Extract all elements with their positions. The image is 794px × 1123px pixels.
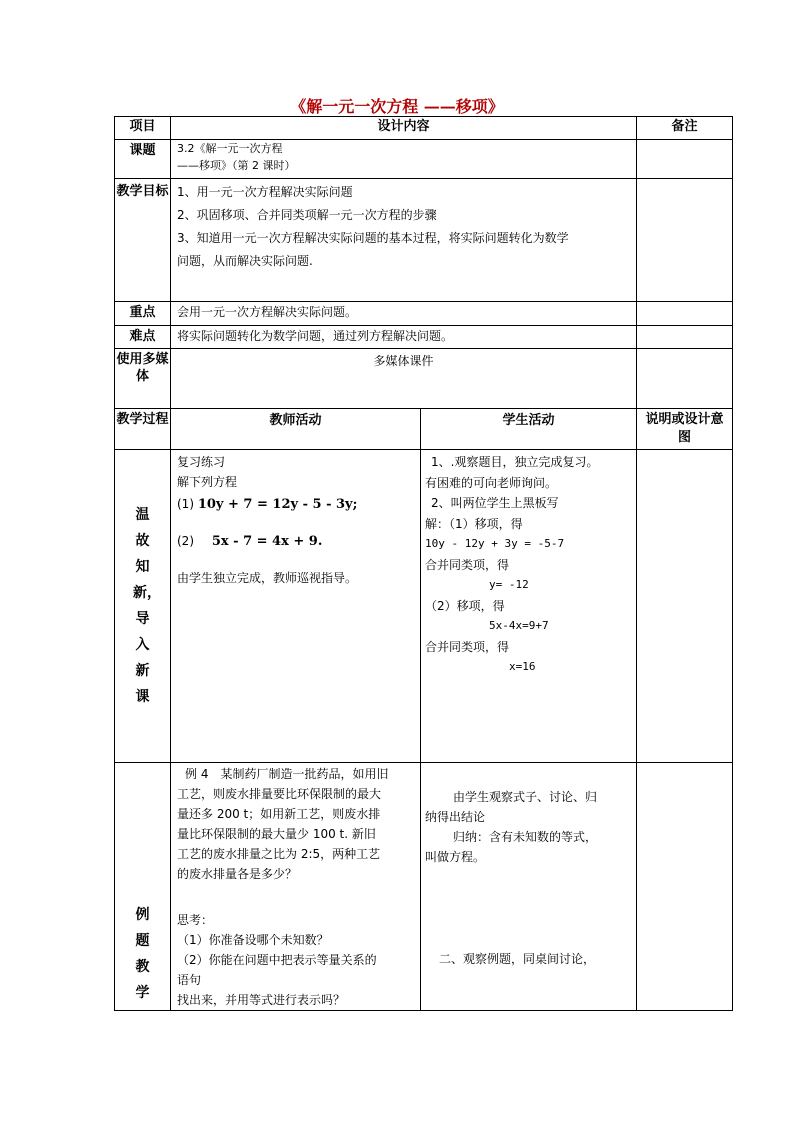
review-student-line-10: 合并同类项，得	[425, 639, 510, 654]
objective-2: 2、巩固移项、合并同类项解一元一次方程的步骤	[177, 208, 437, 222]
objective-1: 1、用一元一次方程解决实际问题	[177, 185, 353, 199]
equation-1	[177, 494, 416, 515]
example-student-line-5: 二、观察例题，同桌间讨论，	[439, 952, 596, 966]
review-student-line-6: 合并同类项，得	[425, 557, 510, 572]
equation-1-expression: 10y + 7 = 12y - 5 - 3y;	[197, 497, 358, 512]
remark-header: 说明或设计意图	[637, 409, 733, 450]
example-student-line-4: 叫做方程。	[425, 850, 486, 864]
review-student-line-11: x=16	[509, 660, 536, 673]
topic-content	[171, 140, 637, 179]
topic-remark	[637, 140, 733, 179]
equation-2-number: (2)	[177, 534, 194, 548]
header-item: 项目	[115, 117, 171, 140]
equation-2	[177, 531, 416, 552]
example-teacher-line-6: 的废水排量各是多少？	[177, 867, 298, 881]
example-teacher-line-7: 思考：	[177, 913, 214, 927]
example-teacher-line-3: 量还多 200 t；如用新工艺，则废水排	[177, 807, 381, 821]
review-label: 温故知新，导入新课	[115, 450, 171, 763]
review-student-line-1: 1、.观察题目，独立完成复习。	[431, 455, 599, 469]
key-point-row	[115, 302, 733, 326]
review-teacher	[171, 450, 421, 763]
objectives-remark	[637, 179, 733, 302]
difficulty-text: 将实际问题转化为数学问题，通过列方程解决问题。	[171, 326, 637, 349]
key-point-label: 重点	[115, 302, 171, 326]
review-row	[115, 450, 733, 763]
example-student-line-1: 由学生观察式子、讨论、归	[453, 790, 598, 804]
example-teacher-line-2: 工艺，则废水排量要比环保限制的最大	[177, 787, 382, 801]
review-student	[421, 450, 637, 763]
teacher-activity-header: 教师活动	[171, 409, 421, 450]
example-label: 例题教学	[115, 763, 171, 1011]
media-text: 多媒体课件	[171, 349, 637, 409]
header-row	[115, 117, 733, 140]
example-remark	[637, 763, 733, 1011]
review-remark	[637, 450, 733, 763]
example-teacher-line-5: 工艺的废水排量之比为 2:5，两种工艺	[177, 847, 381, 861]
media-remark	[637, 349, 733, 409]
key-point-remark	[637, 302, 733, 326]
difficulty-remark	[637, 326, 733, 349]
example-student-line-2: 纳得出结论	[425, 810, 486, 824]
equation-2-expression: 5x - 7 = 4x + 9.	[211, 534, 323, 549]
equation-1-number: (1)	[177, 497, 194, 511]
example-teacher-line-10: 语句	[177, 973, 202, 987]
review-teacher-line-3: 由学生独立完成，教师巡视指导。	[177, 571, 358, 585]
example-teacher-line-9: （2）你能在问题中把表示等量关系的	[177, 953, 377, 967]
header-remark: 备注	[637, 117, 733, 140]
review-teacher-line-2: 解下列方程	[177, 475, 238, 489]
example-teacher-line-4: 量比环保限制的最大量少 100 t. 新旧	[177, 827, 376, 841]
key-point-text: 会用一元一次方程解决实际问题。	[171, 302, 637, 326]
lesson-plan-table	[114, 116, 733, 1011]
topic-row	[115, 140, 733, 179]
topic-line-2: ——移项》（第 2 课时）	[177, 159, 296, 172]
example-student	[421, 763, 637, 1011]
review-student-line-8: （2）移项，得	[425, 598, 505, 613]
process-label: 教学过程	[115, 409, 171, 450]
review-student-line-9: 5x-4x=9+7	[489, 619, 549, 632]
header-content: 设计内容	[171, 117, 637, 140]
media-label: 使用多媒体	[115, 349, 171, 409]
review-student-line-3: 2、叫两位学生上黑板写	[431, 496, 559, 510]
review-student-line-7: y= -12	[489, 578, 529, 591]
document-title: 《解一元一次方程 ——移项》	[290, 97, 504, 116]
objective-3: 3、知道用一元一次方程解决实际问题的基本过程，将实际问题转化为数学	[177, 231, 569, 245]
objectives-content	[171, 179, 637, 302]
difficulty-row	[115, 326, 733, 349]
topic-label: 课题	[115, 140, 171, 179]
example-row	[115, 763, 733, 1011]
process-header-row	[115, 409, 733, 450]
review-student-line-5: 10y - 12y + 3y = -5-7	[425, 537, 565, 550]
objectives-label: 教学目标	[115, 179, 171, 302]
example-teacher-line-11: 找出来，并用等式进行表示吗？	[177, 993, 346, 1007]
example-teacher	[171, 763, 421, 1011]
review-teacher-line-1: 复习练习	[177, 455, 226, 469]
topic-line-1: 3.2《解一元一次方程	[177, 142, 283, 155]
student-activity-header: 学生活动	[421, 409, 637, 450]
objective-4: 问题，从而解决实际问题.	[177, 254, 313, 268]
objectives-row	[115, 179, 733, 302]
example-teacher-line-1: 例 4 某制药厂制造一批药品，如用旧	[185, 767, 389, 781]
review-student-line-2: 有困难的可向老师询问。	[425, 475, 558, 490]
media-row	[115, 349, 733, 409]
example-student-line-3: 归纳：含有未知数的等式，	[453, 830, 598, 844]
review-student-line-4: 解：（1）移项，得	[425, 516, 523, 531]
example-teacher-line-8: （1）你准备设哪个未知数？	[177, 933, 329, 947]
difficulty-label: 难点	[115, 326, 171, 349]
